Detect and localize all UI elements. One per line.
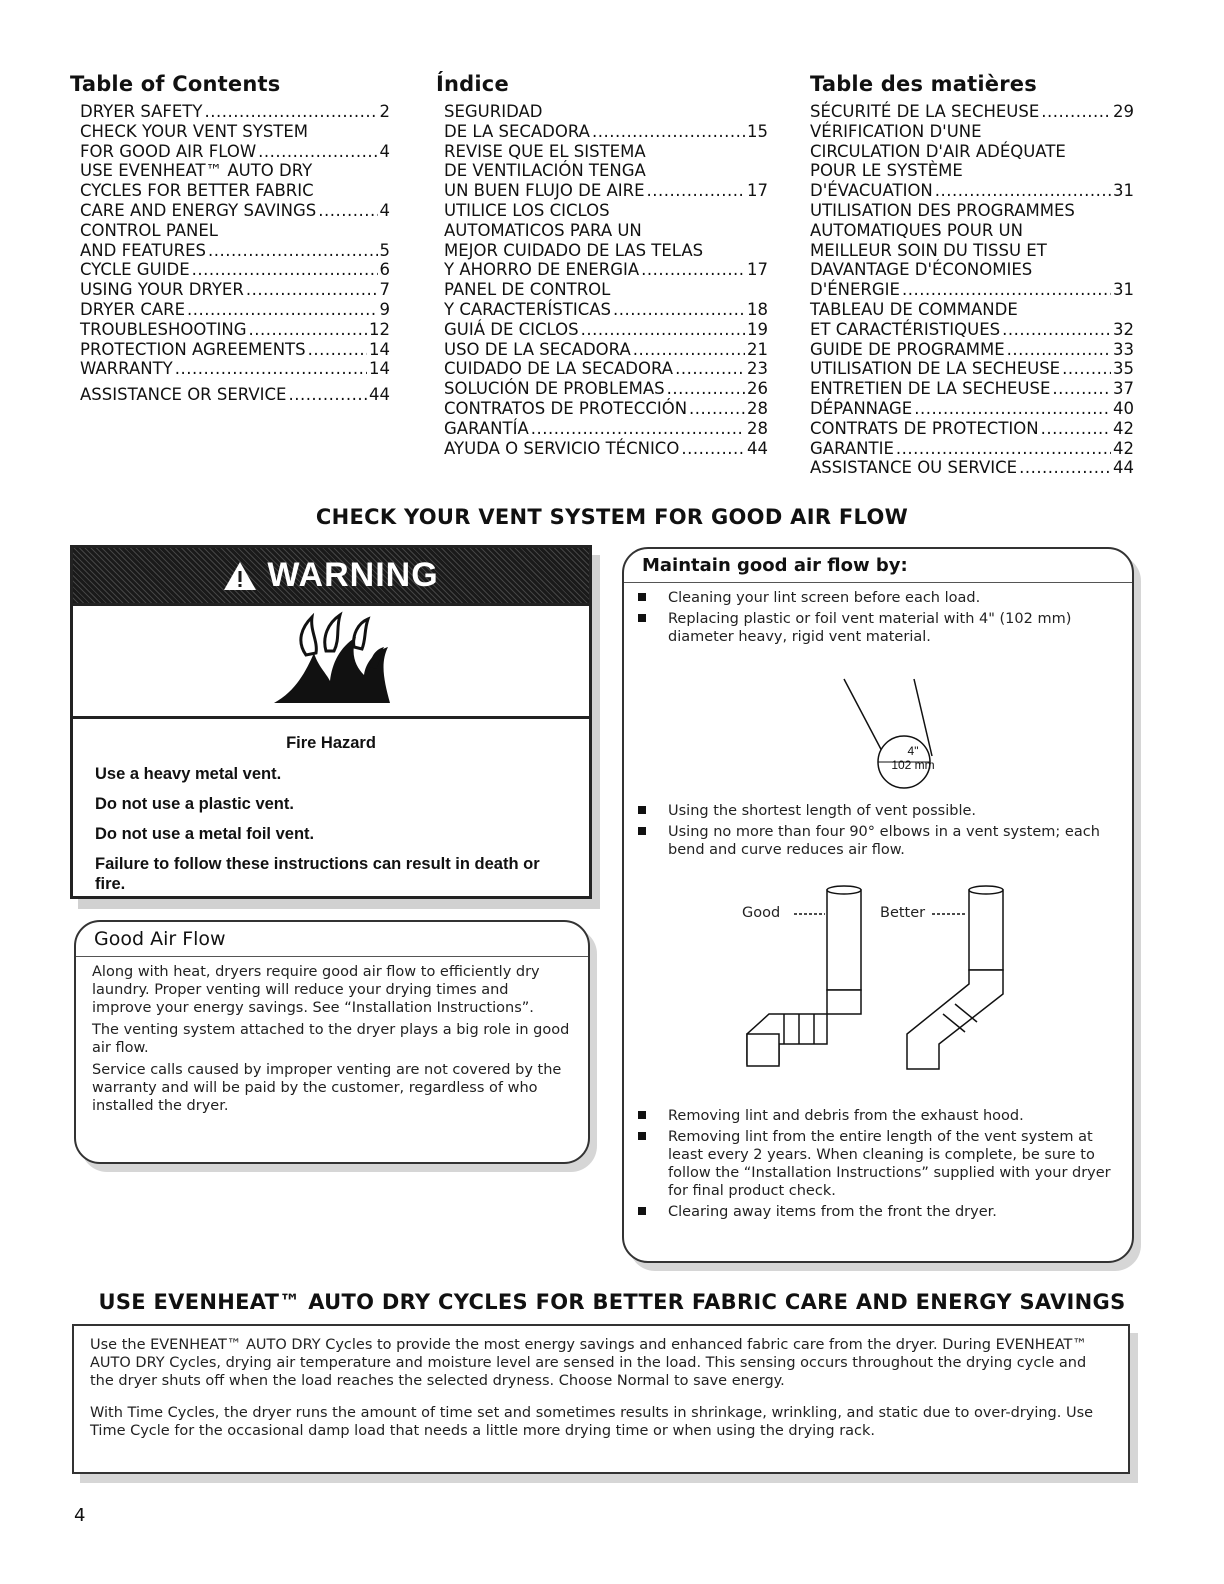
toc-leader-dots	[308, 340, 367, 360]
alert-triangle-icon	[223, 561, 257, 591]
toc-english	[70, 72, 390, 405]
toc-leader-dots	[647, 181, 745, 201]
toc-entry	[810, 201, 1134, 221]
toc-leader-dots	[192, 260, 378, 280]
toc-entry	[810, 102, 1134, 122]
toc-entry	[444, 359, 768, 379]
toc-entry-label: CHECK YOUR VENT SYSTEM	[80, 121, 309, 141]
toc-entry	[80, 201, 390, 221]
toc-leader-dots	[641, 260, 745, 280]
toc-entry-page: 28	[747, 398, 768, 418]
toc-entry	[80, 300, 390, 320]
toc-entry-label: D'ÉVACUATION	[810, 181, 933, 201]
toc-entry	[810, 419, 1134, 439]
diameter-inches: 4"	[907, 744, 919, 758]
toc-entry	[444, 419, 768, 439]
warning-line: Do not use a metal foil vent.	[95, 825, 315, 843]
toc-entry-label: USO DE LA SECADORA	[444, 339, 631, 359]
toc-entry	[810, 221, 1134, 241]
toc-entry-label: VÉRIFICATION D'UNE	[810, 121, 982, 141]
better-label: Better	[880, 905, 926, 921]
toc-entry	[444, 161, 768, 181]
toc-leader-dots	[613, 300, 745, 320]
toc-entry	[810, 359, 1134, 379]
toc-leader-dots	[258, 142, 377, 162]
toc-entry	[80, 241, 390, 261]
toc-entry	[810, 379, 1134, 399]
toc-entry-label: FOR GOOD AIR FLOW	[80, 141, 257, 161]
toc-entry-label: UTILISATION DES PROGRAMMES	[810, 200, 1075, 220]
toc-entry-label: CARE AND ENERGY SAVINGS	[80, 200, 317, 220]
toc-entry-label: CONTROL PANEL	[80, 220, 218, 240]
toc-entry	[444, 300, 768, 320]
toc-entry-label: UTILISATION DE LA SECHEUSE	[810, 359, 1061, 379]
toc-entry-page: 28	[747, 418, 768, 438]
toc-entry-page: 35	[1113, 359, 1134, 379]
toc-entry	[444, 181, 768, 201]
toc-leader-dots	[896, 439, 1111, 459]
good-air-flow-title: Good Air Flow	[76, 922, 588, 957]
toc-leader-dots	[914, 399, 1111, 419]
toc-entry-page: 21	[747, 339, 768, 359]
toc-entry	[810, 458, 1134, 478]
good-air-flow-paragraph: Service calls caused by improper venting are not covered by the warranty and will be paid by the customer, regardless of who installed the dryer.	[92, 1062, 562, 1114]
warning-text	[73, 719, 589, 916]
toc-french-title: Table des matières	[810, 72, 1037, 96]
toc-entry-page: 17	[747, 181, 768, 201]
toc-entry-label: ASSISTANCE OR SERVICE	[80, 385, 287, 405]
elbow-diagrams	[729, 884, 1029, 1074]
toc-entry-label: GUIÁ DE CICLOS	[444, 319, 579, 339]
toc-french-list	[810, 102, 1134, 478]
toc-entry-label: UTILICE LOS CICLOS	[444, 200, 610, 220]
toc-entry-page: 4	[379, 200, 390, 220]
warning-hazard: Fire Hazard	[286, 734, 376, 752]
toc-entry	[444, 241, 768, 261]
toc-entry-label: USING YOUR DRYER	[80, 280, 244, 300]
toc-leader-dots	[175, 359, 367, 379]
toc-entry-page: 37	[1113, 379, 1134, 399]
maintain-bullets-top	[624, 589, 1132, 646]
vent-diameter-diagram	[834, 674, 944, 794]
toc-entry-label: AUTOMATICOS PARA UN	[444, 220, 642, 240]
toc-entry	[810, 260, 1134, 280]
toc-entry	[444, 379, 768, 399]
toc-entry-page: 6	[379, 260, 390, 280]
toc-entry	[810, 340, 1134, 360]
toc-leader-dots	[935, 181, 1111, 201]
toc-leader-dots	[208, 241, 377, 261]
evenheat-section-heading: USE EVENHEAT™ AUTO DRY CYCLES FOR BETTER FABRIC CARE AND ENERGY SAVINGS	[98, 1290, 1126, 1314]
toc-entry-page: 29	[1113, 102, 1134, 121]
maintain-bullets-mid	[624, 802, 1122, 862]
toc-english-title: Table of Contents	[70, 72, 281, 96]
toc-entry-page: 26	[747, 379, 768, 399]
toc-english-list	[80, 102, 390, 405]
toc-entry	[444, 320, 768, 340]
toc-entry	[80, 181, 390, 201]
toc-leader-dots	[246, 280, 378, 300]
maintain-bullet: Using the shortest length of vent possible.	[624, 802, 1122, 820]
toc-entry-label: DRYER CARE	[80, 299, 186, 319]
good-air-flow-box	[74, 920, 590, 1164]
toc-entry-label: MEILLEUR SOIN DU TISSU ET	[810, 240, 1047, 260]
toc-leader-dots	[667, 379, 745, 399]
toc-leader-dots	[1041, 102, 1111, 122]
toc-entry-label: ET CARACTÉRISTIQUES	[810, 319, 1001, 339]
toc-entry	[80, 161, 390, 181]
toc-entry-label: AUTOMATIQUES POUR UN	[810, 220, 1023, 240]
toc-entry-label: CIRCULATION D'AIR ADÉQUATE	[810, 141, 1066, 161]
toc-entry-page: 5	[379, 240, 390, 260]
toc-entry	[80, 320, 390, 340]
toc-entry	[444, 102, 768, 122]
toc-entry	[810, 320, 1134, 340]
toc-leader-dots	[581, 320, 745, 340]
toc-entry	[810, 399, 1134, 419]
toc-entry-label: PANEL DE CONTROL	[444, 280, 611, 300]
good-air-flow-paragraph: Along with heat, dryers require good air flow to efficiently dry laundry. Proper venting will reduce your drying times and improve your energy savings. See “Installation Instructions”.	[92, 964, 540, 1016]
toc-entry	[810, 241, 1134, 261]
toc-entry-page: 14	[369, 339, 390, 359]
toc-entry-label: D'ÉNERGIE	[810, 280, 900, 300]
toc-entry	[810, 300, 1134, 320]
toc-entry-page: 19	[747, 319, 768, 339]
toc-entry-label: SÉCURITÉ DE LA SECHEUSE	[810, 102, 1040, 121]
toc-entry	[80, 221, 390, 241]
toc-leader-dots	[633, 340, 745, 360]
toc-leader-dots	[689, 399, 745, 419]
diameter-label	[879, 744, 947, 772]
maintain-bullet: Removing lint and debris from the exhaust hood.	[624, 1107, 1118, 1125]
good-label: Good	[742, 905, 781, 921]
toc-entry-label: POUR LE SYSTÈME	[810, 161, 963, 181]
toc-leader-dots	[248, 320, 367, 340]
toc-entry-page: 14	[369, 359, 390, 379]
toc-entry-page: 23	[747, 359, 768, 379]
toc-entry-label: DE LA SECADORA	[444, 121, 590, 141]
toc-entry	[80, 385, 390, 405]
toc-leader-dots	[1052, 379, 1111, 399]
toc-entry	[80, 280, 390, 300]
evenheat-paragraph: With Time Cycles, the dryer runs the amount of time set and sometimes results in shrinkage, wrinkling, and static due to over-drying. Use Time Cycle for the occasional damp load that needs a little more drying time or when using the drying rack.	[90, 1405, 1094, 1439]
warning-line: Do not use a plastic vent.	[95, 795, 294, 813]
warning-signal	[223, 556, 438, 595]
toc-leader-dots	[1062, 359, 1111, 379]
toc-entry-label: AND FEATURES	[80, 240, 207, 260]
toc-leader-dots	[204, 102, 377, 122]
toc-leader-dots	[187, 300, 377, 320]
toc-entry	[80, 359, 390, 379]
toc-entry-label: GUIDE DE PROGRAMME	[810, 339, 1005, 359]
toc-entry-label: USE EVENHEAT™ AUTO DRY	[80, 161, 313, 181]
toc-entry-page: 40	[1113, 398, 1134, 418]
toc-entry-label: CYCLES FOR BETTER FABRIC	[80, 181, 314, 201]
maintain-bullet: Removing lint from the entire length of the vent system at least every 2 years. When cleaning is complete, be sure to follow the “Installation Instructions” supplied with your dryer for final product check.	[624, 1128, 1118, 1200]
toc-entry	[810, 142, 1134, 162]
toc-spanish-list	[444, 102, 768, 458]
toc-leader-dots	[318, 201, 377, 221]
toc-entry	[80, 142, 390, 162]
toc-spanish	[436, 72, 768, 458]
good-air-flow-paragraph: The venting system attached to the dryer plays a big role in good air flow.	[92, 1022, 570, 1056]
toc-entry-page: 33	[1113, 339, 1134, 359]
toc-leader-dots	[1019, 458, 1111, 478]
toc-entry-label: SOLUCIÓN DE PROBLEMAS	[444, 379, 665, 399]
maintain-bullet: Cleaning your lint screen before each load.	[624, 589, 1132, 607]
toc-entry	[810, 439, 1134, 459]
toc-entry-label: TABLEAU DE COMMANDE	[810, 299, 1018, 319]
toc-entry	[444, 439, 768, 459]
toc-entry-label: CONTRATOS DE PROTECCIÓN	[444, 398, 688, 418]
toc-entry-page: 15	[747, 121, 768, 141]
toc-entry	[444, 260, 768, 280]
toc-entry	[444, 201, 768, 221]
toc-entry	[810, 280, 1134, 300]
toc-entry-label: ENTRETIEN DE LA SECHEUSE	[810, 379, 1051, 399]
toc-entry-page: 9	[379, 299, 390, 319]
toc-entry-page: 44	[1113, 458, 1134, 478]
toc-entry-page: 31	[1113, 280, 1134, 300]
toc-leader-dots	[902, 280, 1111, 300]
page-number: 4	[74, 1505, 86, 1526]
toc-entry	[810, 181, 1134, 201]
toc-leader-dots	[1007, 340, 1111, 360]
toc-entry-label: DÉPANNAGE	[810, 398, 913, 418]
toc-entry-label: UN BUEN FLUJO DE AIRE	[444, 181, 645, 201]
toc-entry-label: GARANTÍA	[444, 418, 529, 438]
fire-icon	[266, 611, 396, 711]
toc-entry-label: CONTRATS DE PROTECTION	[810, 418, 1039, 438]
toc-leader-dots	[531, 419, 745, 439]
toc-entry	[444, 221, 768, 241]
toc-entry-label: DE VENTILACIÓN TENGA	[444, 161, 646, 181]
fire-pictogram	[73, 606, 589, 719]
evenheat-paragraph: Use the EVENHEAT™ AUTO DRY Cycles to provide the most energy savings and enhanced fabric care from the dryer. During EVENHEAT™ AUTO DRY Cycles, drying air temperature and moisture level are sensed in the load. This sensing occurs throughout the drying cycle and the dryer shuts off when the load reaches the selected dryness. Choose Normal to save energy.	[90, 1337, 1087, 1389]
good-air-flow-body	[76, 957, 588, 1115]
toc-entry-page: 42	[1113, 418, 1134, 438]
toc-leader-dots	[1041, 419, 1111, 439]
toc-entry-page: 31	[1113, 181, 1134, 201]
warning-box	[70, 545, 592, 899]
toc-leader-dots	[288, 385, 367, 405]
toc-entry	[80, 122, 390, 142]
toc-entry-label: TROUBLESHOOTING	[80, 319, 247, 339]
maintain-bullet: Replacing plastic or foil vent material with 4" (102 mm) diameter heavy, rigid vent material.	[624, 610, 1132, 646]
warning-line: Use a heavy metal vent.	[95, 765, 282, 783]
toc-entry-page: 42	[1113, 438, 1134, 458]
toc-entry-label: Y AHORRO DE ENERGIA	[444, 260, 640, 280]
maintain-air-flow-box	[622, 547, 1134, 1263]
diameter-mm: 102 mm	[891, 758, 935, 772]
toc-entry-page: 7	[379, 280, 390, 300]
toc-entry	[444, 280, 768, 300]
toc-entry-label: GARANTIE	[810, 438, 894, 458]
toc-entry-page: 44	[747, 438, 768, 458]
toc-entry-page: 4	[379, 141, 390, 161]
toc-entry	[444, 399, 768, 419]
toc-entry-label: SEGURIDAD	[444, 102, 543, 121]
maintain-title: Maintain good air flow by:	[624, 549, 1132, 583]
toc-entry-page: 17	[747, 260, 768, 280]
toc-entry	[810, 122, 1134, 142]
toc-entry-label: CYCLE GUIDE	[80, 260, 190, 280]
toc-entry	[444, 122, 768, 142]
toc-entry	[80, 260, 390, 280]
evenheat-box	[72, 1324, 1130, 1474]
toc-leader-dots	[681, 439, 745, 459]
warning-line: Failure to follow these instructions can result in death or fire.	[95, 855, 540, 893]
toc-entry-label: CUIDADO DE LA SECADORA	[444, 359, 674, 379]
maintain-bullet: Using no more than four 90° elbows in a vent system; each bend and curve reduces air flow.	[624, 823, 1122, 859]
toc-entry-label: MEJOR CUIDADO DE LAS TELAS	[444, 240, 704, 260]
vent-section-heading: CHECK YOUR VENT SYSTEM FOR GOOD AIR FLOW	[315, 505, 909, 529]
toc-entry-page: 32	[1113, 319, 1134, 339]
warning-banner	[73, 548, 589, 606]
toc-entry-page: 18	[747, 299, 768, 319]
maintain-bullets-bottom	[624, 1107, 1118, 1224]
toc-entry	[444, 340, 768, 360]
toc-entry-label: REVISE QUE EL SISTEMA	[444, 141, 646, 161]
toc-entry-label: Y CARACTERÍSTICAS	[444, 299, 611, 319]
toc-entry-label: AYUDA O SERVICIO TÉCNICO	[444, 438, 680, 458]
toc-french	[810, 72, 1134, 478]
toc-entry-label: WARRANTY	[80, 359, 173, 379]
toc-entry	[810, 161, 1134, 181]
toc-entry-page: 12	[369, 319, 390, 339]
toc-spanish-title: Índice	[436, 72, 509, 96]
toc-entry-page: 44	[369, 385, 390, 405]
toc-entry-label: PROTECTION AGREEMENTS	[80, 339, 306, 359]
toc-entry-label: DRYER SAFETY	[80, 102, 203, 121]
toc-leader-dots	[1002, 320, 1111, 340]
toc-entry	[80, 102, 390, 122]
warning-signal-word: WARNING	[267, 556, 439, 594]
toc-entry-page: 2	[379, 102, 390, 121]
toc-entry	[80, 340, 390, 360]
toc-entry-label: DAVANTAGE D'ÉCONOMIES	[810, 260, 1033, 280]
toc-leader-dots	[592, 122, 745, 142]
toc-entry	[444, 142, 768, 162]
maintain-bullet: Clearing away items from the front the dryer.	[624, 1203, 1118, 1221]
toc-leader-dots	[675, 359, 745, 379]
toc-entry-label: ASSISTANCE OU SERVICE	[810, 458, 1018, 478]
